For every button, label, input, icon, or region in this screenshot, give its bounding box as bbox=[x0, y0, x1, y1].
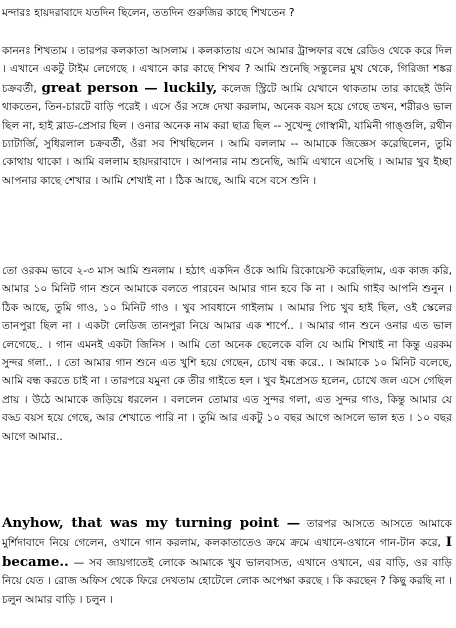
answer-text-part-2: — সব জায়গাতেই লোকে আমাকে খুব ভালবাসত, এখানে ওখানে, এর বাড়ি, ওর বাড়ি নিয়ে যেত । রোজ অফিস থেকে ফিরে দেখতাম হোটেলে লোক অপেক্ষা করছে । কি করছেন ? কিছু করছি না । চলুন আমার বাড়ি । চলুন । bbox=[2, 556, 452, 606]
english-phrase-i-became: I became.. bbox=[2, 534, 452, 570]
english-phrase-turning-point: Anyhow, that was my turning point — bbox=[2, 515, 301, 531]
answer-text: তো ওরকম ভাবে ২-৩ মাস আমি শুনলাম । হঠাৎ একদিন ওঁকে আমি রিকোয়েস্ট করেছিলাম, এক কাজ করি, আমার ১০ মিনিট গান শুনে আমাকে বলতে পারবেন আমার গান হবে কি না । আমি গাইব আপনি শুনুন । ঠিক আছে, তুমি গাও, ১০ মিনিট গাও । খুব সাবধানে গাইলাম । আমার পিচ খুব হাই ছিল, ওই স্কেলের তানপুরা ছিল না । একটা লেডিজ তানপুরা নিয়ে আমার এক শার্পে.. । আমার গান শুনে ওনার এত ভাল লেগেছে.. । গান এমনই একটা জিনিস । আমি তো অনেক ছেলেকে বলি যে আমি শিখাই না কিন্তু এরকম সুন্দর গলা.. । তো আমার গান শুনে এত খুশি হয়ে গেছেন, চোখ বন্ধ করে.. । আমাকে ১০ মিনিট বলেছে, আমি বন্ধ করতে চাই না । তারপরে যমুনা কে তীর গাইতে হল । খুব ইমপ্রেসড হলেন, চোখে জল এসে গেছিল প্রায় । উঠে আমাকে জড়িয়ে ধরলেন । বললেন তোমার এত সুন্দর গলা, এত সুন্দর গাও, কিন্তু আমার যে বড্ড বয়স হয়ে গেছে, আর শেখাতে পারি না । তুমি আর একটু ১০ বছর আগে আসলে ভাল হত । ১০ বছর আগে আমার.. bbox=[2, 265, 452, 443]
answer-text-part-2: কলেজ স্ট্রিটে আমি যেখানে থাকতাম তার কাছেই উনি থাকতেন, তিন-চারটে বাড়ি পরেই । এসে ওঁর সঙ্গে দেখা করলাম, অনেক বয়স হয়ে গেছে তখন, শরীরও ভাল ছিল না, হাই ব্লাড-প্রেসার ছিল । ওনার অনেক নাম করা ছাত্র ছিল -- সুখেন্দু গোস্বামী, যামিনী গাঙ্গুলি, রথীন চ্যাটার্জি, সুধিরলাল চক্রবর্তী, ওঁরা সব শিখছিলেন । আমি বললাম -- আমাকে জিজ্ঞেস করেছিলেন, তুমি কোথায় থাকো । আমি বললাম হায়দরাবাদে । আপনার নাম শুনেছি, আমি এখানে এসেছি । আমার খুব ইচ্ছা আপনার কাছে শেখার । আমি শেখাই না । ঠিক আছে, আমি বসে বসে শুনি । bbox=[2, 82, 452, 187]
answer-paragraph-1 bbox=[2, 42, 452, 190]
english-phrase: great person — luckily, bbox=[41, 79, 218, 96]
answer-paragraph-3 bbox=[2, 514, 452, 609]
answer-text-part-1: তারপর আসতে আসতে আমাকে মুর্শিদাবাদে নিয়ে গেলেন, ওখানে গান করলাম, কলকাতাতেও ক্রমে ক্রমে এখানে-ওখানে গান-টান করে, bbox=[2, 518, 452, 550]
question-text: মন্দারঃ হায়দরাবাদে যতদিন ছিলেন, ততদিন গুরুজির কাছে শিখতেন ? bbox=[2, 7, 295, 19]
answer-text-part-1: কাননঃ শিখতাম । তারপর কলকাতা আসলাম । কলকাতায় এসে আমার ট্রান্সফার বম্বে রেডিও থেকে করে দিল । এখানে একটু টাইম লেগেছে । এখানে কার কাছে শিখব ? আমি শুনেছি সন্তুলের মুখ থেকে, গিরিজা শঙ্কর চক্রবর্তী, bbox=[2, 45, 452, 95]
answer-paragraph-2 bbox=[2, 262, 452, 446]
question-paragraph bbox=[2, 4, 452, 22]
